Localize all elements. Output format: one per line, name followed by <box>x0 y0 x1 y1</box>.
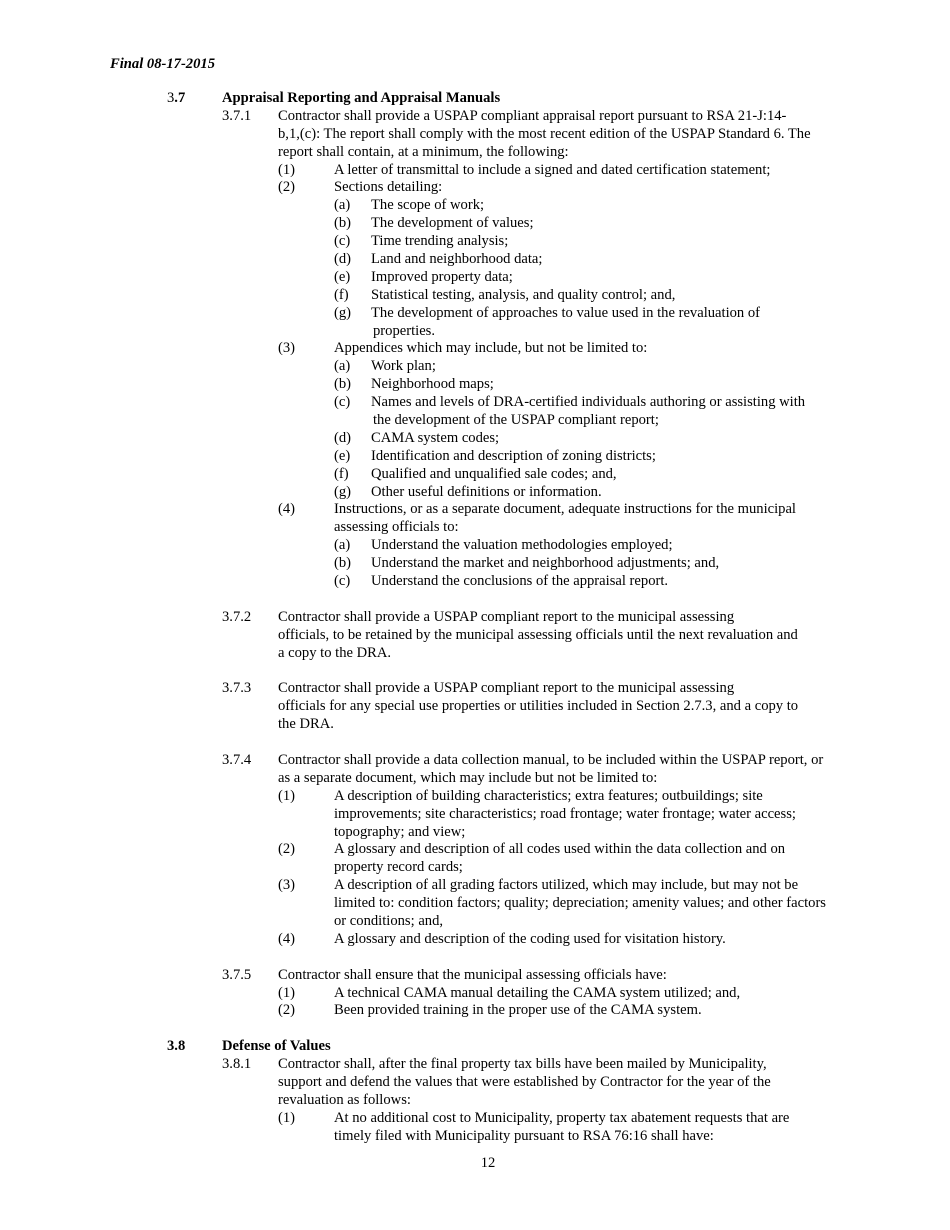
sub-list-item: (a) Understand the valuation methodologies employed; <box>334 537 673 554</box>
sub-list-item: (e) Improved property data; <box>334 268 513 285</box>
sub-list-item: (b) Understand the market and neighborhood adjustments; and, <box>334 555 720 572</box>
clause-3-7-2 <box>0 609 950 627</box>
clause-number: 3.7.3 <box>222 680 252 697</box>
clause-3-7-5 <box>0 967 950 985</box>
document-header: Final 08-17-2015 <box>110 56 215 72</box>
clause-text: officials for any special use properties or utilities included in Section 2.7.3, and a copy to <box>278 698 799 715</box>
clause-text: Contractor shall ensure that the municipal assessing officials have: <box>278 966 667 983</box>
clause-number: 3.7.5 <box>222 966 252 983</box>
section-3-7-heading <box>0 90 950 108</box>
list-item: (4) A glossary and description of the coding used for visitation history. <box>278 930 726 947</box>
list-item: (1) A technical CAMA manual detailing the CAMA system utilized; and, <box>278 984 741 1001</box>
list-item: (2) Been provided training in the proper use of the CAMA system. <box>278 1002 702 1019</box>
clause-text: Contractor shall, after the final property tax bills have been mailed by Municipality, <box>278 1056 767 1073</box>
sub-list-item: (g) Other useful definitions or information. <box>334 483 602 500</box>
clause-text: the DRA. <box>278 716 334 733</box>
clause-number: 3.8.1 <box>222 1056 252 1073</box>
list-item: (2) Sections detailing: <box>278 179 443 196</box>
list-item: (1) A letter of transmittal to include a signed and dated certification statement; <box>278 161 771 178</box>
clause-text: Contractor shall provide a USPAP compliant report to the municipal assessing <box>278 680 735 697</box>
list-item-continuation: limited to: condition factors; quality; depreciation; amenity values; and other factors <box>334 895 826 912</box>
clause-3-7-4 <box>0 752 950 770</box>
list-item: (1) A description of building characteristics; extra features; outbuildings; site <box>278 787 763 804</box>
section-number: 3.8 <box>167 1038 186 1055</box>
sub-list-item-continuation: the development of the USPAP compliant report; <box>373 412 659 429</box>
clause-text: b,1,(c): The report shall comply with the most recent edition of the USPAP Standard 6. The <box>278 125 811 142</box>
clause-text: Contractor shall provide a data collection manual, to be included within the USPAP report, or <box>278 751 824 768</box>
clause-text: revaluation as follows: <box>278 1091 411 1108</box>
clause-text: report shall contain, at a minimum, the following: <box>278 143 569 160</box>
list-item-continuation: improvements; site characteristics; road frontage; water frontage; water access; <box>334 805 796 822</box>
sub-list-item-continuation: properties. <box>373 322 436 339</box>
clause-number: 3.7.4 <box>222 751 252 768</box>
sub-list-item: (f) Qualified and unqualified sale codes; and, <box>334 465 617 482</box>
section-title: Appraisal Reporting and Appraisal Manuals <box>222 90 501 106</box>
sub-list-item: (d) CAMA system codes; <box>334 429 500 446</box>
sub-list-item: (c) Time trending analysis; <box>334 233 509 250</box>
clause-text: a copy to the DRA. <box>278 644 392 661</box>
section-title: Defense of Values <box>222 1038 331 1055</box>
clause-number: 3.7.1 <box>222 107 252 124</box>
clause-text: support and defend the values that were established by Contractor for the year of the <box>278 1073 771 1090</box>
document-body <box>0 90 950 1146</box>
sub-list-item: (e) Identification and description of zoning districts; <box>334 447 656 464</box>
sub-list-item: (b) The development of values; <box>334 215 534 232</box>
list-item: (3) A description of all grading factors utilized, which may include, but may not be <box>278 877 799 894</box>
list-item-continuation: assessing officials to: <box>334 519 459 536</box>
list-item: (1) At no additional cost to Municipality, property tax abatement requests that are <box>278 1109 790 1126</box>
section-3-8-heading <box>0 1038 950 1056</box>
section-number: 3.7 <box>167 90 186 106</box>
sub-list-item: (g) The development of approaches to value used in the revaluation of <box>334 304 761 321</box>
clause-text: Contractor shall provide a USPAP compliant appraisal report pursuant to RSA 21-J:14- <box>278 107 787 124</box>
sub-list-item: (d) Land and neighborhood data; <box>334 251 543 268</box>
sub-list-item: (a) Work plan; <box>334 358 436 375</box>
sub-list-item: (c) Names and levels of DRA-certified individuals authoring or assisting with <box>334 394 806 411</box>
clause-text: as a separate document, which may include but not be limited to: <box>278 769 658 786</box>
sub-list-item: (a) The scope of work; <box>334 197 485 214</box>
list-item-continuation: or conditions; and, <box>334 912 444 929</box>
clause-3-7-3 <box>0 680 950 698</box>
sub-list-item: (f) Statistical testing, analysis, and quality control; and, <box>334 286 676 303</box>
list-item-continuation: property record cards; <box>334 859 463 876</box>
clause-text: officials, to be retained by the municipal assessing officials until the next revaluation and <box>278 626 798 643</box>
page-number: 12 <box>480 1155 496 1171</box>
list-item: (3) Appendices which may include, but not be limited to: <box>278 340 648 357</box>
sub-list-item: (c) Understand the conclusions of the appraisal report. <box>334 573 669 590</box>
list-item: (4) Instructions, or as a separate document, adequate instructions for the municipal <box>278 501 796 518</box>
list-item-continuation: timely filed with Municipality pursuant to RSA 76:16 shall have: <box>334 1127 714 1144</box>
clause-text: Contractor shall provide a USPAP compliant report to the municipal assessing <box>278 608 735 625</box>
clause-number: 3.7.2 <box>222 608 252 625</box>
clause-3-7-1 <box>0 108 950 126</box>
sub-list-item: (b) Neighborhood maps; <box>334 376 494 393</box>
list-item-continuation: topography; and view; <box>334 823 466 840</box>
list-item: (2) A glossary and description of all codes used within the data collection and on <box>278 841 786 858</box>
clause-3-8-1 <box>0 1056 950 1074</box>
